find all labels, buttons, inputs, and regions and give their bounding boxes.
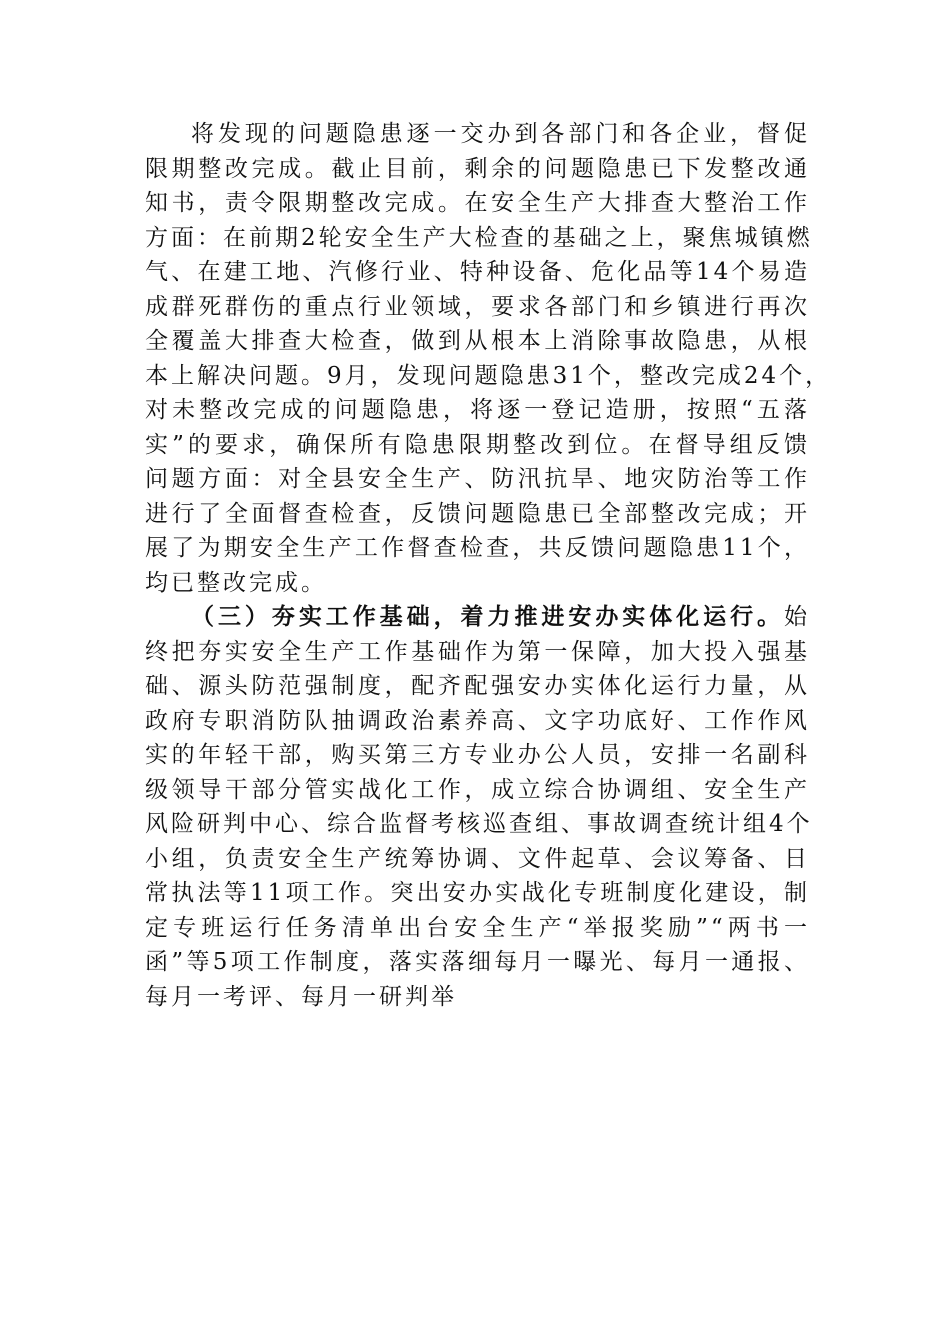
text-line: 展了为期安全生产工作督查检查，共反馈问题隐患11个，: [145, 535, 810, 561]
text-line: 均已整改完成。: [145, 569, 327, 596]
section-heading: （三）夯实工作基础，着力推进安办实体化运行。: [191, 603, 784, 630]
text-line: 问题方面：对全县安全生产、防汛抗旱、地灾防治等工作: [145, 466, 810, 492]
text-line: 方面：在前期2轮安全生产大检查的基础之上，聚焦城镇燃: [145, 224, 813, 251]
text-line: 对未整改完成的问题隐患，将逐一登记造册，按照“五落: [145, 397, 810, 423]
text-line: 级领导干部分管实战化工作，成立综合协调组、安全生产: [145, 776, 810, 803]
text-line: 气、在建工地、汽修行业、特种设备、危化品等14个易造: [145, 259, 810, 285]
paragraph-2: [145, 600, 813, 1014]
paragraph-heading-line: [145, 600, 810, 635]
text-line: 风险研判中心、综合监督考核巡查组、事故调查统计组4个: [145, 811, 813, 837]
text-line: 每月一考评、每月一研判举: [145, 983, 457, 1010]
text-line: 知书，责令限期整改完成。在安全生产大排查大整治工作: [145, 190, 810, 216]
text-line: 成群死群伤的重点行业领域，要求各部门和乡镇进行再次: [145, 293, 810, 320]
text-line: 进行了全面督查检查，反馈问题隐患已全部整改完成；开: [145, 500, 810, 527]
text-line: 本上解决问题。9月，发现问题隐患31个，整改完成24个，: [145, 362, 832, 389]
text-line: 实的年轻干部，购买第三方专业办公人员，安排一名副科: [145, 742, 810, 768]
text-line: 终把夯实安全生产工作基础作为第一保障，加大投入强基: [145, 638, 810, 665]
text-line: 础、源头防范强制度，配齐配强安办实体化运行力量，从: [145, 673, 810, 699]
heading-line-rest: 始: [784, 604, 810, 630]
text-line: 限期整改完成。截止目前，剩余的问题隐患已下发整改通: [145, 155, 810, 182]
text-line: 函”等5项工作制度，落实落细每月一曝光、每月一通报、: [145, 949, 810, 975]
text-line: 政府专职消防队抽调政治素养高、文字功底好、工作作风: [145, 707, 810, 734]
text-line: 小组，负责安全生产统筹协调、文件起草、会议筹备、日: [145, 845, 810, 872]
text-line: 常执法等11项工作。突出安办实战化专班制度化建设，制: [145, 880, 810, 906]
paragraph-1: [145, 117, 832, 600]
text-line: 定专班运行任务清单出台安全生产“举报奖励”“两书一: [145, 914, 810, 941]
text-line: 全覆盖大排查大检查，做到从根本上消除事故隐患，从根: [145, 328, 810, 354]
document-body: [145, 117, 832, 1014]
text-line: 将发现的问题隐患逐一交办到各部门和各企业，督促: [191, 121, 810, 147]
text-line: 实”的要求，确保所有隐患限期整改到位。在督导组反馈: [145, 431, 810, 458]
